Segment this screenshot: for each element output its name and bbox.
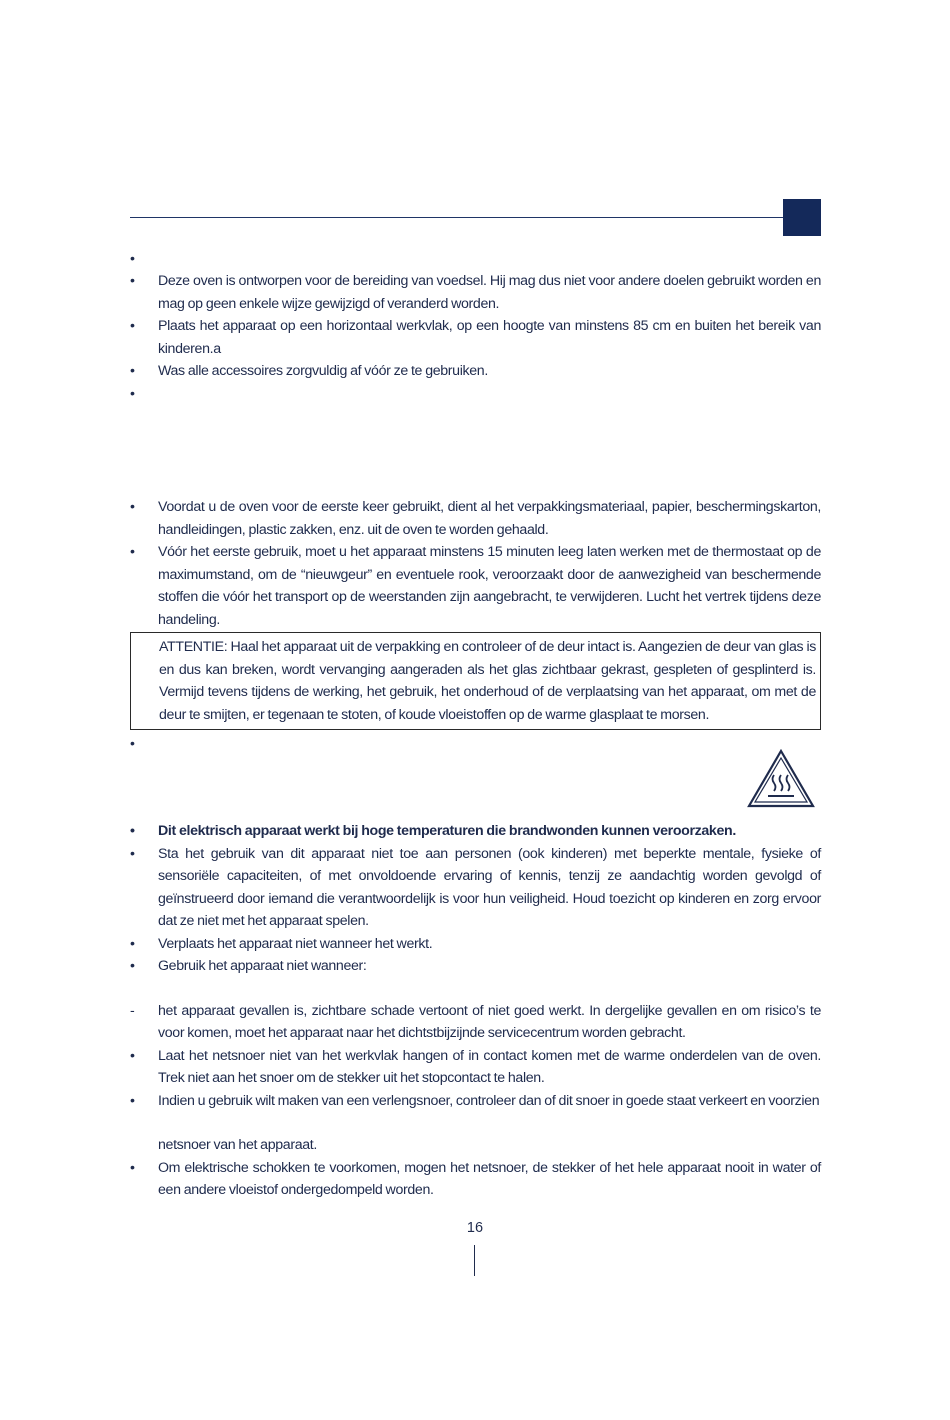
section-safety-list [130,820,821,1202]
section-first-use-list [130,496,821,631]
lone-bullet: • [130,735,135,751]
header-tab-square [783,199,821,236]
header-rule [130,217,783,218]
list-item: • Was alle accessoires zorgvuldig af vóór ze te gebruiken. [130,363,488,379]
list-item: • Vóór het eerste gebruik, moet u het apparaat minstens 15 minuten leeg laten werken met de thermostaat op de maximumstand, om de “nieuwgeur” en eventuele rook, veroorzaakt door de aanwezigheid van beschermende stoffen die vóór het transport op de weerstanden zijn aangebracht, te verwijderen. Lucht het vertrek tijdens deze handeling. [130,544,821,628]
hot-surface-warning-icon [747,749,815,808]
section-intro-list [130,248,821,405]
list-item: • Indien u gebruik wilt maken van een verlengsnoer, controleer dan of dit snoer in goede staat verkeert en voorzien [130,1092,820,1109]
list-item: • [130,251,135,267]
list-item: • Laat het netsnoer niet van het werkvlak hangen of in contact komen met de warme onderdelen van de oven. Trek niet aan het snoer om de stekker uit het stopcontact te halen. [130,1047,821,1086]
list-item-dash: - het apparaat gevallen is, zichtbare schade vertoont of niet goed werkt. In dergelijke gevallen en om risico’s te voor komen, moet het apparaat naar het dichtstbijzijnde servicecentrum worden gebracht. [130,1002,821,1041]
list-item: • Deze oven is ontworpen voor de bereiding van voedsel. Hij mag dus niet voor andere doelen gebruikt worden en mag op geen enkele wijze gewijzigd of veranderd worden. [130,273,821,312]
list-item: • Voordat u de oven voor de eerste keer gebruikt, dient al het verpakkingsmateriaal, papier, beschermingskarton, handleidingen, plastic zakken, enz. uit de oven te worden gehaald. [130,499,821,538]
attention-text: ATTENTIE: Haal het apparaat uit de verpakking en controleer of de deur intact is. Aangezien de deur van glas is en dus kan breken, wordt vervanging aangeraden als het glas zichtbaar gekrast, gespleten of gesplinterd is. Vermijd tevens tijdens de werking, het gebruik, het onderhoud of de verplaatsing van het apparaat, om met de deur te smijten, er tegenaan te stoten, of koude vloeistoffen op de warme glasplaat te morsen. [159,639,816,723]
list-item-continuation: netsnoer van het apparaat. [158,1137,317,1153]
list-item: • Plaats het apparaat op een horizontaal werkvlak, op een hoogte van minstens 85 cm en buiten het bereik van kinderen.a [130,318,821,357]
list-item: • Gebruik het apparaat niet wanneer: [130,958,367,974]
list-item: • Verplaats het apparaat niet wanneer het werkt. [130,935,433,952]
list-item: • Om elektrische schokken te voorkomen, mogen het netsnoer, de stekker of het hele apparaat nooit in water of een andere vloeistof ondergedompeld worden. [130,1159,821,1198]
page-number-bar [474,1245,475,1276]
list-item: • Dit elektrisch apparaat werkt bij hoge temperaturen die brandwonden kunnen veroorzaken. [130,823,736,839]
list-item: • [130,385,135,402]
page-number: 16 [466,1220,484,1236]
attention-box [130,632,821,730]
list-item: • Sta het gebruik van dit apparaat niet toe aan personen (ook kinderen) met beperkte mentale, fysieke of sensoriële capaciteiten, of met onvoldoende ervaring of kennis, tenzij ze aandachtig worden gevolgd of geïnstrueerd door iemand die verantwoordelijk is voor hun veiligheid. Houd toezicht op kinderen en zorg ervoor dat ze niet met het apparaat spelen. [130,845,821,929]
